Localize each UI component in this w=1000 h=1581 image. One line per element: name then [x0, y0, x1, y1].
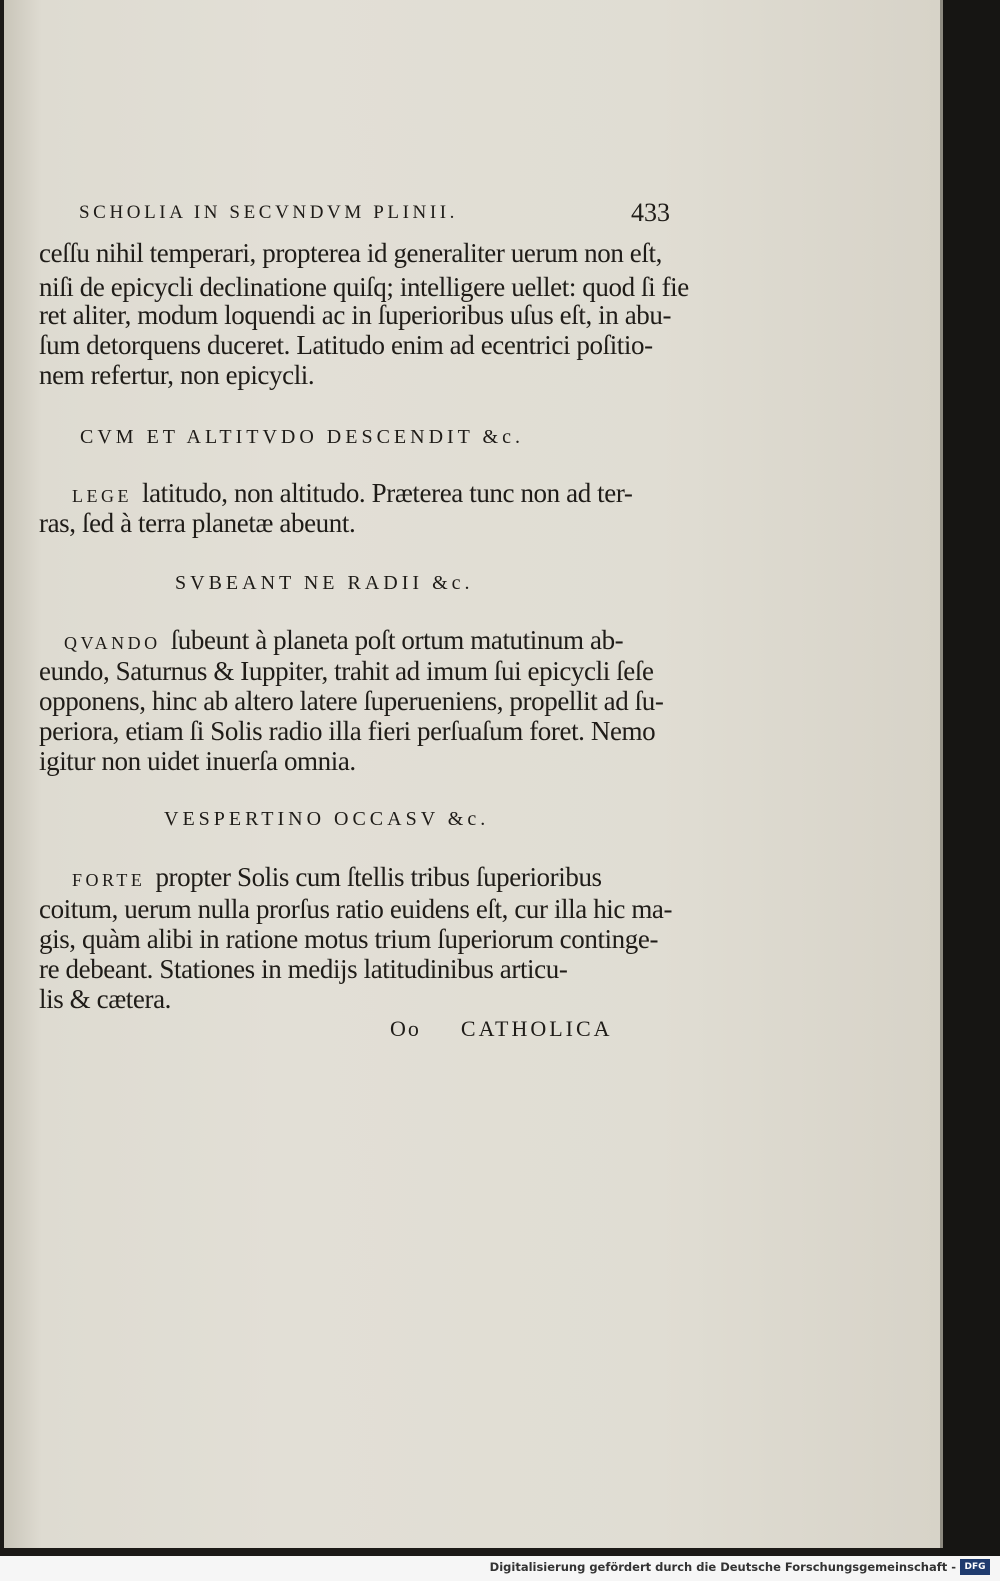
body-line: eundo, Saturnus & Iuppiter, trahit ad imum ſui epicycli ſeſe	[39, 656, 654, 686]
body-line: ras, ſed à terra planetæ abeunt.	[39, 508, 356, 538]
footer-bar	[0, 1556, 1000, 1581]
body-line: niſi de epicycli declinatione quiſq; intelligere uellet: quod ſi fie	[39, 272, 689, 302]
body-line: re debeant. Stationes in medijs latitudinibus articu-	[39, 954, 568, 984]
dfg-logo-icon: DFG	[960, 1559, 990, 1575]
running-head	[79, 198, 679, 232]
signature-mark: Oo	[390, 1016, 421, 1041]
body-line: opponens, hinc ab altero latere ſuperueniens, propellit ad ſu-	[39, 686, 664, 716]
body-line: QVANDO ſubeunt à planeta poſt ortum matutinum ab-	[64, 625, 624, 655]
body-line: lis & cætera.	[39, 984, 172, 1014]
section-heading: VESPERTINO OCCASV &c.	[164, 808, 490, 830]
book-page	[4, 0, 943, 1548]
book-edge	[940, 0, 1000, 1556]
body-line: igitur non uidet inuerſa omnia.	[39, 746, 356, 776]
body-line: FORTE propter Solis cum ſtellis tribus ſuperioribus	[72, 862, 602, 892]
lead-word: LEGE	[72, 486, 132, 506]
body-line: ceſſu nihil temperari, propterea id generaliter uerum non eſt,	[39, 238, 662, 268]
section-heading: CVM ET ALTITVDO DESCENDIT &c.	[80, 426, 524, 448]
body-line: ſum detorquens duceret. Latitudo enim ad ecentrici poſitio-	[39, 330, 653, 360]
section-heading: SVBEANT NE RADII &c.	[175, 572, 474, 594]
lead-word: QVANDO	[64, 633, 161, 653]
body-line: gis, quàm alibi in ratione motus trium ſuperiorum continge-	[39, 924, 659, 954]
body-line: coitum, uerum nulla prorſus ratio euidens eſt, cur illa hic ma-	[39, 894, 673, 924]
body-line: LEGE latitudo, non altitudo. Præterea tunc non ad ter-	[72, 478, 633, 508]
body-line: nem refertur, non epicycli.	[39, 360, 315, 390]
lead-word: FORTE	[72, 870, 146, 890]
catchword-text: CATHOLICA	[460, 1016, 613, 1041]
footer-credit: Digitalisierung gefördert durch die Deutsche Forschungsgemeinschaft -	[489, 1560, 956, 1574]
running-title: SCHOLIA IN SECVNDVM PLINII.	[79, 202, 459, 223]
body-line: periora, etiam ſi Solis radio illa fieri perſuaſum foret. Nemo	[39, 716, 656, 746]
body-line: ret aliter, modum loquendi ac in ſuperioribus uſus eſt, in abu-	[39, 300, 672, 330]
catchword	[390, 1016, 613, 1042]
page-number: 433	[631, 198, 670, 227]
